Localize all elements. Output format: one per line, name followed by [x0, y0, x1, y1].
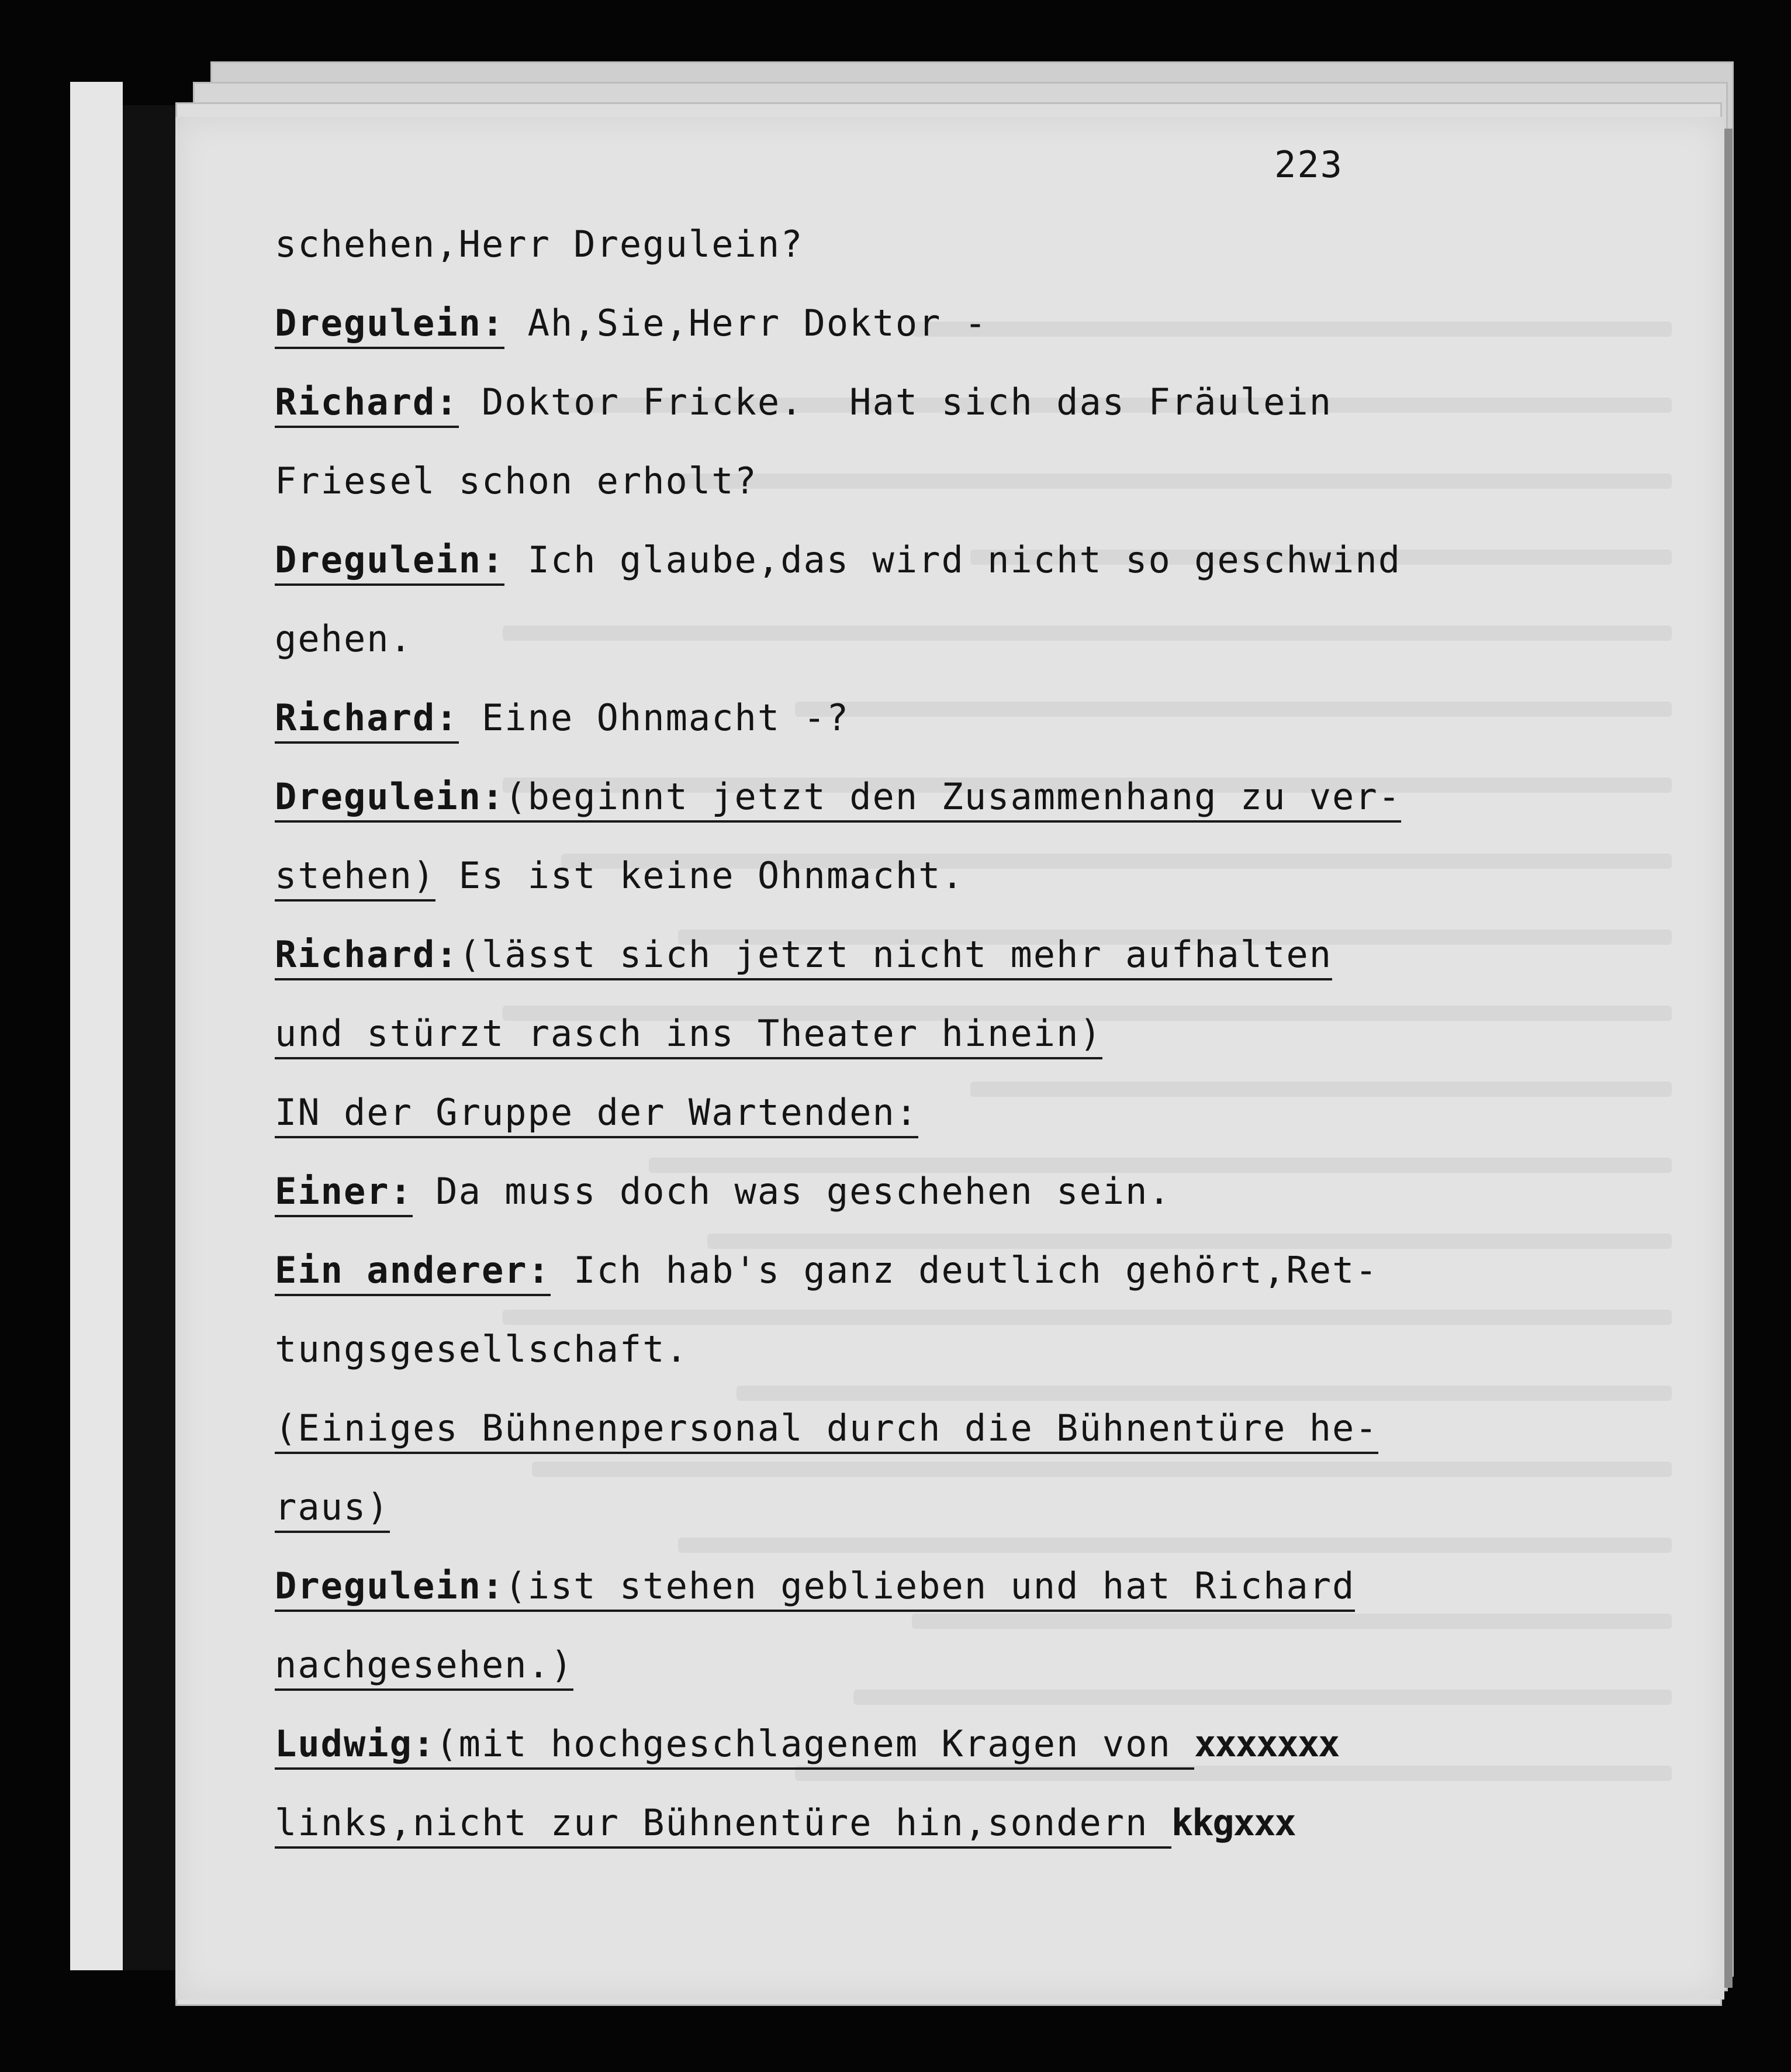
- text-line: [275, 520, 1619, 599]
- dialogue-text: Ich hab's ganz deutlich gehört,Ret-: [550, 1249, 1378, 1291]
- page-number: 223: [1274, 143, 1343, 186]
- text-line: [275, 1704, 1619, 1783]
- struck-out-text: kkgxxx: [1171, 1801, 1295, 1844]
- speaker-name: Dregulein:: [275, 302, 504, 349]
- text-line: [275, 362, 1619, 441]
- dialogue-text: Friesel schon erholt?: [275, 460, 758, 502]
- stage-direction: stehen): [275, 854, 435, 902]
- text-line: [275, 1467, 1619, 1546]
- text-line: [275, 1073, 1619, 1152]
- speaker-name: Richard:: [275, 933, 459, 980]
- dialogue-text: Eine Ohnmacht -?: [458, 696, 850, 739]
- stage-direction: und stürzt rasch ins Theater hinein): [275, 1012, 1102, 1059]
- text-line: [275, 915, 1619, 994]
- speaker-name: Dregulein:: [275, 1565, 504, 1612]
- dialogue-text: gehen.: [275, 617, 413, 660]
- text-line: [275, 836, 1619, 915]
- text-line: [275, 1625, 1619, 1704]
- stage-direction: (mit hochgeschlagenem Kragen von: [435, 1722, 1194, 1770]
- struck-out-text: xxxxxxx: [1194, 1722, 1339, 1765]
- page-edge-left: [70, 82, 123, 1970]
- stage-direction: (lässt sich jetzt nicht mehr aufhalten: [459, 933, 1332, 980]
- dialogue-text: Da muss doch was geschehen sein.: [412, 1170, 1171, 1213]
- dialogue-text: Es ist keine Ohnmacht.: [435, 854, 964, 897]
- text-line: [275, 1783, 1619, 1862]
- text-line: [275, 599, 1619, 678]
- stage-direction: (beginnt jetzt den Zusammenhang zu ver-: [504, 775, 1401, 823]
- dialogue-text: Ich glaube,das wird nicht so geschwind: [504, 538, 1402, 581]
- speaker-name: Ein anderer:: [275, 1249, 551, 1296]
- stage-direction: (ist stehen geblieben und hat Richard: [504, 1565, 1355, 1612]
- text-line: [275, 1389, 1619, 1467]
- text-line: [275, 441, 1619, 520]
- stage-direction: (Einiges Bühnenpersonal durch die Bühnentüre he-: [275, 1407, 1378, 1454]
- text-line: [275, 284, 1619, 362]
- text-line: [275, 678, 1619, 757]
- speaker-name: Richard:: [275, 696, 459, 744]
- speaker-name: Ludwig:: [275, 1722, 435, 1770]
- stage-direction: IN der Gruppe der Wartenden:: [275, 1091, 918, 1138]
- stage-direction: nachgesehen.): [275, 1643, 573, 1691]
- dialogue-text: tungsgesellschaft.: [275, 1328, 689, 1370]
- text-line: [275, 205, 1619, 284]
- text-line: [275, 1152, 1619, 1231]
- stage-direction: raus): [275, 1486, 390, 1533]
- text-line: [275, 757, 1619, 836]
- stage-direction: links,nicht zur Bühnentüre hin,sondern: [275, 1801, 1171, 1849]
- speaker-name: Dregulein:: [275, 775, 504, 823]
- dialogue-text: schehen,Herr Dregulein?: [275, 223, 804, 265]
- text-line: [275, 1546, 1619, 1625]
- dialogue-text: Ah,Sie,Herr Doktor -: [504, 302, 988, 344]
- dialogue-text: Doktor Fricke. Hat sich das Fräulein: [458, 381, 1333, 423]
- speaker-name: Dregulein:: [275, 538, 504, 586]
- typescript-text: [275, 205, 1619, 1862]
- page-edge-right: [1724, 129, 1733, 1988]
- binding-shadow: [123, 105, 175, 1970]
- speaker-name: Einer:: [275, 1170, 413, 1217]
- text-line: [275, 994, 1619, 1073]
- speaker-name: Richard:: [275, 381, 459, 428]
- text-line: [275, 1231, 1619, 1310]
- text-line: [275, 1310, 1619, 1389]
